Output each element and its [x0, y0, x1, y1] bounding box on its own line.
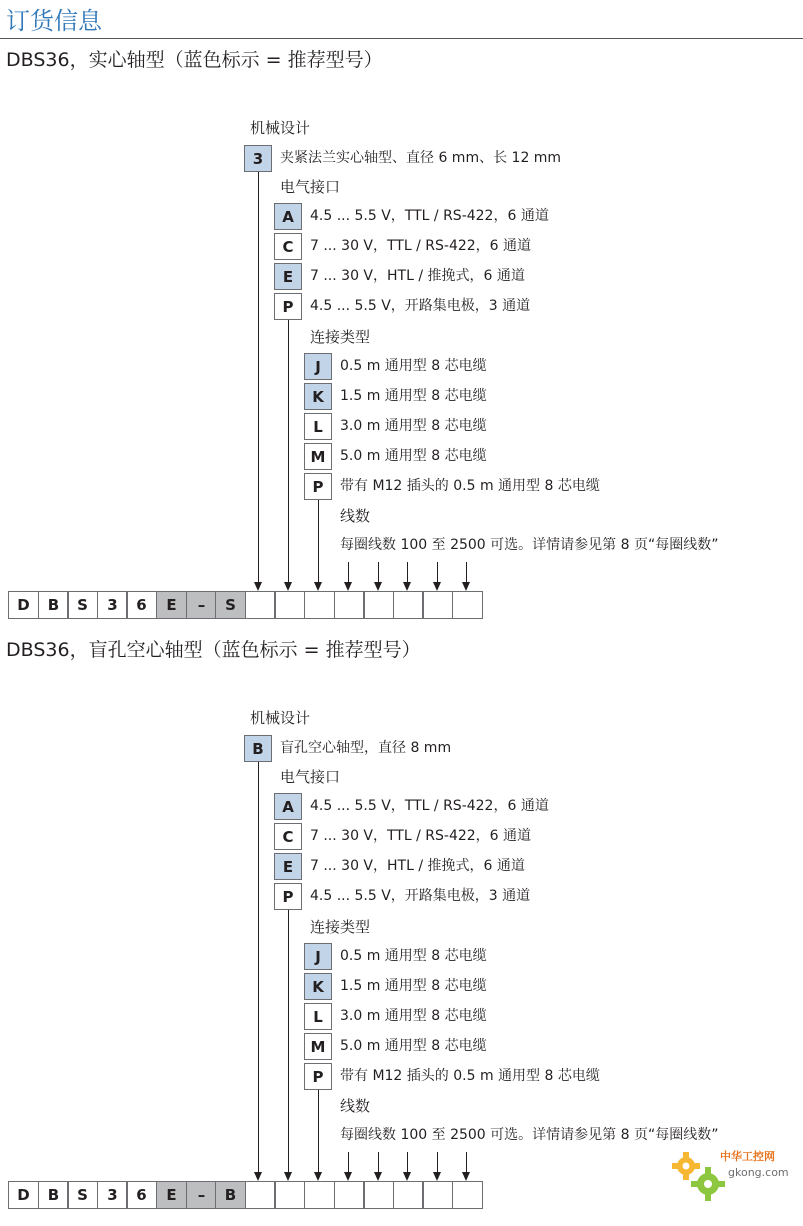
- elec-desc: 7 ... 30 V，HTL / 推挽式，6 通道: [310, 858, 525, 874]
- conn-desc: 0.5 m 通用型 8 芯电缆: [340, 358, 487, 374]
- conn-code-box: J: [304, 353, 332, 380]
- watermark-site: gkong.com: [728, 1166, 789, 1179]
- type-code-cell: [363, 1181, 394, 1209]
- elec-heading: 电气接口: [280, 768, 341, 786]
- arrow-down-icon: [344, 582, 352, 591]
- conn-code-box: K: [304, 973, 332, 1000]
- conn-code-box: P: [304, 473, 332, 500]
- lines-heading: 线数: [340, 507, 371, 525]
- section-title: DBS36，盲孔空心轴型（蓝色标示 = 推荐型号）: [6, 639, 421, 661]
- conn-desc: 带有 M12 插头的 0.5 m 通用型 8 芯电缆: [340, 478, 600, 494]
- conn-code-box: M: [304, 443, 332, 470]
- conn-code-box: J: [304, 943, 332, 970]
- type-code-cell: 3: [97, 591, 128, 619]
- page-title: 订货信息: [6, 7, 102, 35]
- type-code-cell: E: [156, 1181, 187, 1209]
- type-code-cell: [274, 591, 305, 619]
- type-code-cell: E: [156, 591, 187, 619]
- leader-line: [407, 1152, 408, 1172]
- type-code-cell: B: [38, 591, 69, 619]
- conn-desc: 1.5 m 通用型 8 芯电缆: [340, 978, 487, 994]
- conn-code-box: L: [304, 413, 332, 440]
- conn-desc: 5.0 m 通用型 8 芯电缆: [340, 448, 487, 464]
- arrow-down-icon: [314, 582, 322, 591]
- arrow-down-icon: [433, 1172, 441, 1181]
- type-code-cell: 6: [126, 1181, 157, 1209]
- type-code-cell: 3: [97, 1181, 128, 1209]
- leader-line: [348, 1152, 349, 1172]
- elec-desc: 7 ... 30 V，HTL / 推挽式，6 通道: [310, 268, 525, 284]
- type-code-cell: [334, 1181, 365, 1209]
- conn-desc: 1.5 m 通用型 8 芯电缆: [340, 388, 487, 404]
- conn-desc: 带有 M12 插头的 0.5 m 通用型 8 芯电缆: [340, 1068, 600, 1084]
- leader-line: [318, 500, 319, 582]
- leader-line: [348, 562, 349, 582]
- conn-code-box: L: [304, 1003, 332, 1030]
- type-code-cell: [245, 1181, 276, 1209]
- type-code-cell: D: [8, 591, 39, 619]
- arrow-down-icon: [433, 582, 441, 591]
- conn-code-box: K: [304, 383, 332, 410]
- leader-line: [288, 320, 289, 582]
- conn-code-box: P: [304, 1063, 332, 1090]
- type-code-cell: [452, 1181, 483, 1209]
- mech-heading: 机械设计: [250, 119, 311, 137]
- conn-heading: 连接类型: [310, 328, 371, 346]
- arrow-down-icon: [254, 582, 262, 591]
- type-code-cell: D: [8, 1181, 39, 1209]
- section-title: DBS36，实心轴型（蓝色标示 = 推荐型号）: [6, 49, 383, 71]
- elec-code-box: A: [274, 203, 302, 230]
- elec-code-box: E: [274, 853, 302, 880]
- leader-line: [466, 562, 467, 582]
- leader-line: [437, 1152, 438, 1172]
- watermark-brand: 中华工控网: [720, 1150, 775, 1163]
- conn-desc: 3.0 m 通用型 8 芯电缆: [340, 418, 487, 434]
- arrow-down-icon: [403, 582, 411, 591]
- title-divider: [0, 38, 803, 39]
- arrow-down-icon: [462, 1172, 470, 1181]
- type-code-cell: –: [186, 1181, 217, 1209]
- type-code-cell: –: [186, 591, 217, 619]
- leader-line: [407, 562, 408, 582]
- arrow-down-icon: [284, 582, 292, 591]
- elec-desc: 4.5 ... 5.5 V，开路集电极，3 通道: [310, 298, 531, 314]
- arrow-down-icon: [254, 1172, 262, 1181]
- elec-desc: 7 ... 30 V，TTL / RS-422，6 通道: [310, 238, 532, 254]
- elec-code-box: P: [274, 293, 302, 320]
- type-code-cell: [274, 1181, 305, 1209]
- type-code-cell: [304, 1181, 335, 1209]
- leader-line: [288, 910, 289, 1172]
- elec-code-box: C: [274, 233, 302, 260]
- leader-line: [378, 1152, 379, 1172]
- leader-line: [437, 562, 438, 582]
- type-code-cell: [452, 591, 483, 619]
- type-code-cell: [304, 591, 335, 619]
- arrow-down-icon: [462, 582, 470, 591]
- type-code-cell: 6: [126, 591, 157, 619]
- leader-line: [378, 562, 379, 582]
- leader-line: [466, 1152, 467, 1172]
- type-code-cell: [363, 591, 394, 619]
- type-code-cell: S: [67, 1181, 98, 1209]
- leader-line: [258, 762, 259, 1172]
- elec-heading: 电气接口: [280, 178, 341, 196]
- type-code-cell: B: [38, 1181, 69, 1209]
- mech-code-box: B: [244, 735, 272, 762]
- mech-code-box: 3: [244, 145, 272, 172]
- arrow-down-icon: [374, 582, 382, 591]
- type-code-cell: S: [67, 591, 98, 619]
- elec-code-box: A: [274, 793, 302, 820]
- leader-line: [258, 172, 259, 582]
- lines-desc: 每圈线数 100 至 2500 可选。详情请参见第 8 页“每圈线数”: [340, 537, 719, 553]
- elec-desc: 4.5 ... 5.5 V，TTL / RS-422，6 通道: [310, 208, 549, 224]
- elec-desc: 7 ... 30 V，TTL / RS-422，6 通道: [310, 828, 532, 844]
- watermark-logo: [668, 1146, 798, 1206]
- arrow-down-icon: [314, 1172, 322, 1181]
- mech-desc: 盲孔空心轴型，直径 8 mm: [280, 740, 452, 756]
- elec-code-box: E: [274, 263, 302, 290]
- conn-desc: 5.0 m 通用型 8 芯电缆: [340, 1038, 487, 1054]
- conn-desc: 3.0 m 通用型 8 芯电缆: [340, 1008, 487, 1024]
- type-code-cell: [422, 591, 453, 619]
- arrow-down-icon: [403, 1172, 411, 1181]
- mech-desc: 夹紧法兰实心轴型、直径 6 mm、长 12 mm: [280, 150, 562, 166]
- lines-desc: 每圈线数 100 至 2500 可选。详情请参见第 8 页“每圈线数”: [340, 1127, 719, 1143]
- leader-line: [318, 1090, 319, 1172]
- arrow-down-icon: [344, 1172, 352, 1181]
- arrow-down-icon: [374, 1172, 382, 1181]
- type-code-cell: [245, 591, 276, 619]
- elec-desc: 4.5 ... 5.5 V，TTL / RS-422，6 通道: [310, 798, 549, 814]
- type-code-cell: [393, 1181, 424, 1209]
- lines-heading: 线数: [340, 1097, 371, 1115]
- elec-desc: 4.5 ... 5.5 V，开路集电极，3 通道: [310, 888, 531, 904]
- conn-heading: 连接类型: [310, 918, 371, 936]
- elec-code-box: P: [274, 883, 302, 910]
- elec-code-box: C: [274, 823, 302, 850]
- type-code-cell: S: [215, 591, 246, 619]
- type-code-cell: [422, 1181, 453, 1209]
- conn-desc: 0.5 m 通用型 8 芯电缆: [340, 948, 487, 964]
- arrow-down-icon: [284, 1172, 292, 1181]
- mech-heading: 机械设计: [250, 709, 311, 727]
- type-code-cell: B: [215, 1181, 246, 1209]
- conn-code-box: M: [304, 1033, 332, 1060]
- type-code-cell: [334, 591, 365, 619]
- type-code-cell: [393, 591, 424, 619]
